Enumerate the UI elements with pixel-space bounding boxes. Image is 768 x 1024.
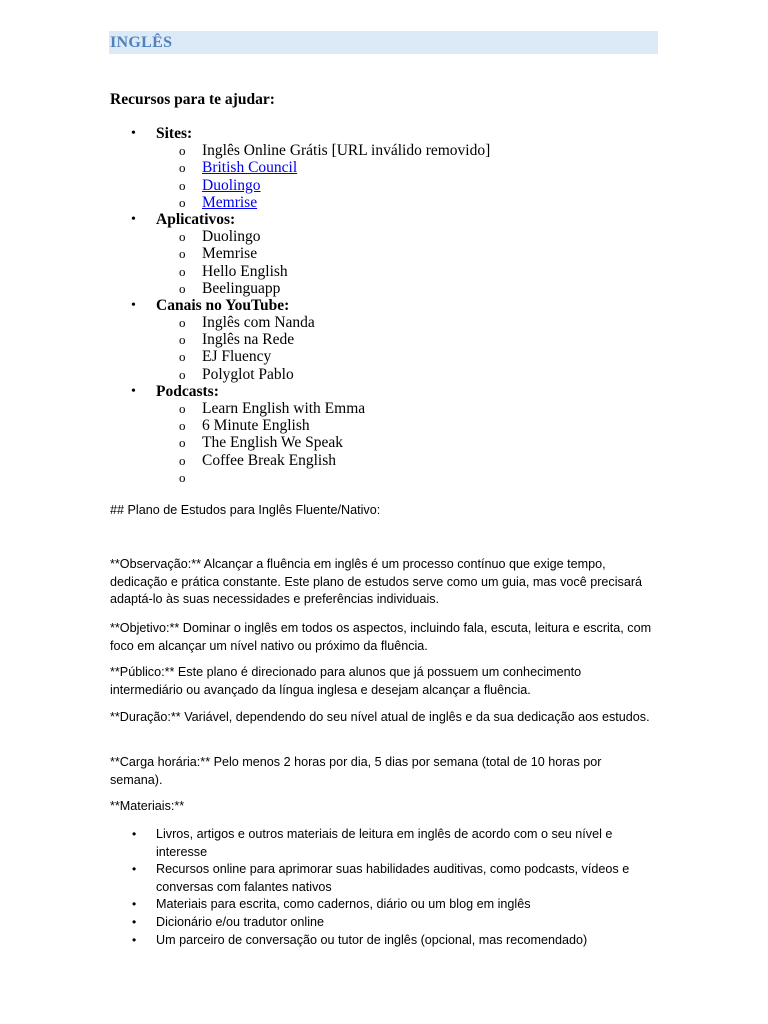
subitem [110,452,670,469]
subitem-label: EJ Fluency [202,348,272,366]
category-item [110,297,670,314]
bullet-circle-icon: o [179,315,186,331]
bullet-circle-icon: o [179,452,186,468]
subitem-label: Inglês Online Grátis [URL inválido removido] [202,142,491,160]
paragraph-publico: **Público:** Este plano é direcionado para alunos que já possuem um conhecimento intermediário ou avançado da língua inglesa e desejam alcançar a fluência. [110,665,582,697]
bullet-circle-icon: o [179,246,186,262]
subitem-label: Inglês na Rede [202,331,295,349]
bullet-circle-icon: o [179,349,186,365]
subitem [110,469,670,486]
bullet-circle-icon: o [179,229,186,245]
paragraph-carga-horaria: **Carga horária:** Pelo menos 2 horas por dia, 5 dias por semana (total de 10 horas por semana). [110,755,602,787]
category-label: Aplicativos: [156,210,236,228]
category-item [110,383,670,400]
subitem [110,159,670,176]
subitem [110,434,670,451]
material-item [110,932,655,950]
subitem-label: Memrise [202,245,258,263]
material-text: Um parceiro de conversação ou tutor de inglês (opcional, mas recomendado) [156,932,588,947]
material-item [110,826,655,861]
subitem [110,314,670,331]
material-item [110,914,655,932]
category-label: Podcasts: [156,382,219,400]
bullet-disc-icon: • [131,126,136,141]
subitem [110,142,670,159]
bullet-disc-icon: • [131,383,136,399]
material-text: Livros, artigos e outros materiais de leitura em inglês de acordo com o seu nível e interesse [156,827,613,859]
bullet-circle-icon: o [179,280,186,296]
bullet-circle-icon: o [179,366,186,382]
category-item [110,211,670,228]
subitem-label: Coffee Break English [202,451,337,469]
paragraph-duracao: **Duração:** Variável, dependendo do seu nível atual de inglês e da sua dedicação aos estudos. [110,710,650,724]
resource-link[interactable]: British Council [202,159,298,177]
subitem-label: Duolingo [202,228,261,246]
subitem-label: Beelinguapp [202,279,281,297]
subitem [110,263,670,280]
bullet-disc-icon: • [132,827,137,841]
subitem [110,366,670,383]
resource-link[interactable]: Duolingo [202,176,261,194]
subitem-label: The English We Speak [202,434,343,452]
subitem-label: Inglês com Nanda [202,314,315,332]
subitem [110,400,670,417]
paragraph-objetivo: **Objetivo:** Dominar o inglês em todos os aspectos, incluindo fala, escuta, leitura e escrita, com foco em alcançar um nível nativo ou próximo da fluência. [110,621,652,653]
subitem [110,348,670,365]
subitem-label: 6 Minute English [202,417,310,435]
materials-list [110,826,655,949]
resource-link[interactable]: Memrise [202,193,258,211]
resources-list [110,125,670,486]
subitem [110,280,670,297]
bullet-circle-icon: o [179,401,186,416]
paragraph-observacao: **Observação:** Alcançar a fluência em inglês é um processo contínuo que exige tempo, dedicação e prática constante. Este plano de estudos serve como um guia, mas você precisará adaptá-lo às suas necessidades e preferências individuais. [110,557,643,607]
page-title: INGLÊS [110,34,173,51]
bullet-circle-icon: o [179,418,186,434]
bullet-circle-icon: o [179,194,186,210]
subitem [110,245,670,262]
material-item [110,861,655,896]
subitem [110,331,670,348]
material-item [110,896,655,914]
heading-highlight [109,31,658,54]
bullet-disc-icon: • [132,897,137,912]
category-label: Canais no YouTube: [156,296,290,314]
subitem-label: Polyglot Pablo [202,365,294,383]
bullet-circle-icon: o [179,263,186,279]
subitem [110,177,670,194]
subitem [110,194,670,211]
bullet-disc-icon: • [131,211,136,227]
bullet-circle-icon: o [179,469,186,485]
bullet-disc-icon: • [132,914,137,929]
bullet-circle-icon: o [179,332,186,348]
subitem-label: Learn English with Emma [202,400,366,417]
bullet-disc-icon: • [131,297,136,313]
bullet-circle-icon: o [179,160,186,176]
resources-title: Recursos para te ajudar: [110,91,275,108]
bullet-circle-icon: o [179,435,186,451]
material-text: Materiais para escrita, como cadernos, diário ou um blog em inglês [156,897,531,912]
subitem [110,417,670,434]
material-text: Dicionário e/ou tradutor online [156,914,325,929]
paragraph-materiais: **Materiais:** [110,799,185,813]
bullet-circle-icon: o [179,143,186,159]
subitem [110,228,670,245]
category-item [110,125,670,142]
material-text: Recursos online para aprimorar suas habilidades auditivas, como podcasts, vídeos e conversas com falantes nativos [156,862,630,894]
category-label: Sites: [156,125,193,142]
plan-title: ## Plano de Estudos para Inglês Fluente/Nativo: [110,503,381,517]
bullet-disc-icon: • [132,862,137,877]
bullet-circle-icon: o [179,177,186,193]
subitem-label: Hello English [202,262,288,280]
bullet-disc-icon: • [132,932,137,947]
